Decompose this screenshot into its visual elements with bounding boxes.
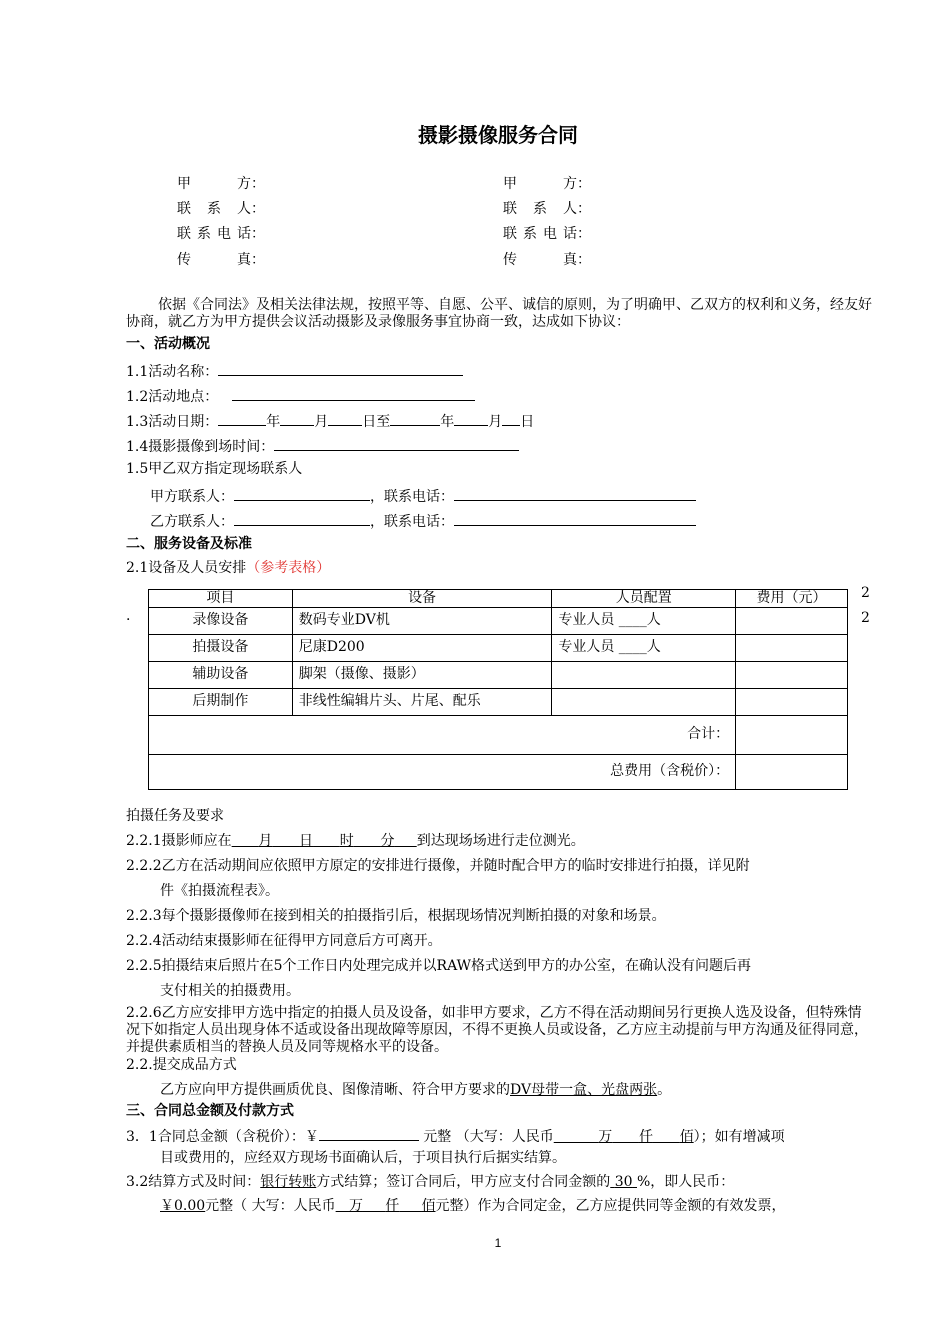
contacts-label: 1.5甲乙双方指定现场联系人	[126, 461, 303, 477]
section-2-heading: 二、服务设备及标准	[126, 536, 252, 552]
table-cell: 数码专业DV机	[292, 608, 552, 635]
table-cell	[552, 662, 736, 689]
table-row	[149, 662, 848, 689]
table-cell: 拍摄设备	[149, 635, 293, 662]
party-b-phone: 联系电话：	[503, 226, 591, 242]
clause-2-2-3: 2.2.3每个摄影摄像师在接到相关的拍摄指引后，根据现场情况判断拍摄的对象和场景。	[126, 908, 666, 924]
party-b-fax: 传 真：	[503, 252, 591, 268]
subtotal-label: 合计：	[149, 716, 736, 755]
table-header: 设备	[292, 590, 552, 608]
clause-3-1-cont: 目或费用的，应经双方现场书面确认后，于项目执行后据实结算。	[160, 1150, 566, 1166]
tasks-heading: 拍摄任务及要求	[126, 808, 224, 824]
table-cell: 尼康D200	[292, 635, 552, 662]
table-header-row	[149, 590, 848, 608]
table-cell	[736, 662, 848, 689]
clause-3-2: 3.2结算方式及时间：银行转账方式结算；签订合同后，甲方应支付合同金额的 30 %，即人民币：	[126, 1174, 735, 1190]
document-title: 摄影摄像服务合同	[418, 123, 578, 147]
table-header: 项目	[149, 590, 293, 608]
activity-place: 1.2活动地点：	[126, 386, 475, 407]
equipment-table	[148, 589, 848, 790]
party-a-phone: 联系电话：	[177, 226, 265, 242]
party-b-contact: 联 系 人：	[503, 201, 591, 217]
party-a-fax: 传 真：	[177, 252, 265, 268]
table-cell	[736, 689, 848, 716]
table-header: 人员配置	[552, 590, 736, 608]
clause-2-2-2: 2.2.2乙方在活动期间应依照甲方原定的安排进行摄像，并随时配合甲方的临时安排进行拍摄，详见附	[126, 858, 750, 874]
subtotal-row	[149, 716, 848, 755]
clause-2-2-5: 2.2.5拍摄结束后照片在5个工作日内处理完成并以RAW格式送到甲方的办公室，在确认没有问题后再	[126, 958, 752, 974]
party-b: 甲 方：	[503, 176, 591, 192]
party-a: 甲 方：	[177, 176, 265, 192]
table-cell	[736, 635, 848, 662]
total-row	[149, 755, 848, 790]
table-row	[149, 635, 848, 662]
table-cell	[736, 608, 848, 635]
list-bullet: ·	[126, 612, 131, 628]
clause-2-2-1: 2.2.1摄影师应在 月 日 时 分 到达现场场进行走位测光。	[126, 833, 585, 849]
clause-3-2-cont: ￥0.00元整（ 大写：人民币 万 仟 佰元整）作为合同定金，乙方应提供同等金额的有效发票，	[160, 1198, 786, 1214]
section-1-heading: 一、活动概况	[126, 336, 210, 352]
activity-name: 1.1活动名称：	[126, 361, 463, 382]
clause-2-2-2-cont: 件《拍摄流程表》。	[160, 883, 279, 899]
party-b-site-contact: 乙方联系人： ，联系电话：	[150, 511, 696, 532]
table-row	[149, 608, 848, 635]
clause-2-2-delivery: 2.2.提交成品方式	[126, 1057, 237, 1073]
table-cell: 后期制作	[149, 689, 293, 716]
side-number: 2	[861, 585, 870, 601]
clause-2-2-6: 2.2.6乙方应安排甲方选中指定的拍摄人员及设备，如非甲方要求，乙方不得在活动期间另行更换人选及设备，但特殊情况下如指定人员出现身体不适或设备出现故障等原因，不得不更换人员或设备，乙方应主动提前与甲方沟通及征得同意，并提供素质相当的替换人员及同等规格水平的设备。	[126, 1005, 868, 1055]
party-a-site-contact: 甲方联系人： ，联系电话：	[150, 486, 696, 507]
table-header: 费用（元）	[736, 590, 848, 608]
table-cell	[552, 689, 736, 716]
total-label: 总费用（含税价）：	[149, 755, 736, 790]
side-number: 2	[861, 610, 870, 626]
table-cell: 辅助设备	[149, 662, 293, 689]
table-row	[149, 689, 848, 716]
equipment-subheading: 2.1设备及人员安排（参考表格）	[126, 560, 331, 576]
table-cell: 脚架（摄像、摄影）	[292, 662, 552, 689]
delivery-detail: 乙方应向甲方提供画质优良、图像清晰、符合甲方要求的DV母带一盒、光盘两张。	[160, 1082, 672, 1098]
clause-2-2-4: 2.2.4活动结束摄影师在征得甲方同意后方可离开。	[126, 933, 442, 949]
table-cell: 专业人员 ____人	[552, 608, 736, 635]
party-a-contact: 联 系 人：	[177, 201, 265, 217]
subtotal-value	[736, 716, 848, 755]
table-cell: 录像设备	[149, 608, 293, 635]
clause-3-1: 3．1合同总金额（含税价）：￥ 元整 （大写：人民币 万 仟 佰）；如有增减项	[126, 1126, 785, 1147]
table-cell: 专业人员 ____人	[552, 635, 736, 662]
section-3-heading: 三、合同总金额及付款方式	[126, 1103, 294, 1119]
page-number: 1	[494, 1236, 502, 1250]
intro-paragraph: 依据《合同法》及相关法律法规，按照平等、自愿、公平、诚信的原则，为了明确甲、乙双方的权利和义务，经友好协商，就乙方为甲方提供会议活动摄影及录像服务事宜协商一致，达成如下协议：	[126, 297, 872, 330]
activity-date: 1.3活动日期： 年 月 日至 年 月 日	[126, 411, 534, 432]
clause-2-2-5-cont: 支付相关的拍摄费用。	[160, 983, 300, 999]
table-cell: 非线性编辑片头、片尾、配乐	[292, 689, 552, 716]
total-value	[736, 755, 848, 790]
arrival-time: 1.4摄影摄像到场时间：	[126, 436, 519, 457]
